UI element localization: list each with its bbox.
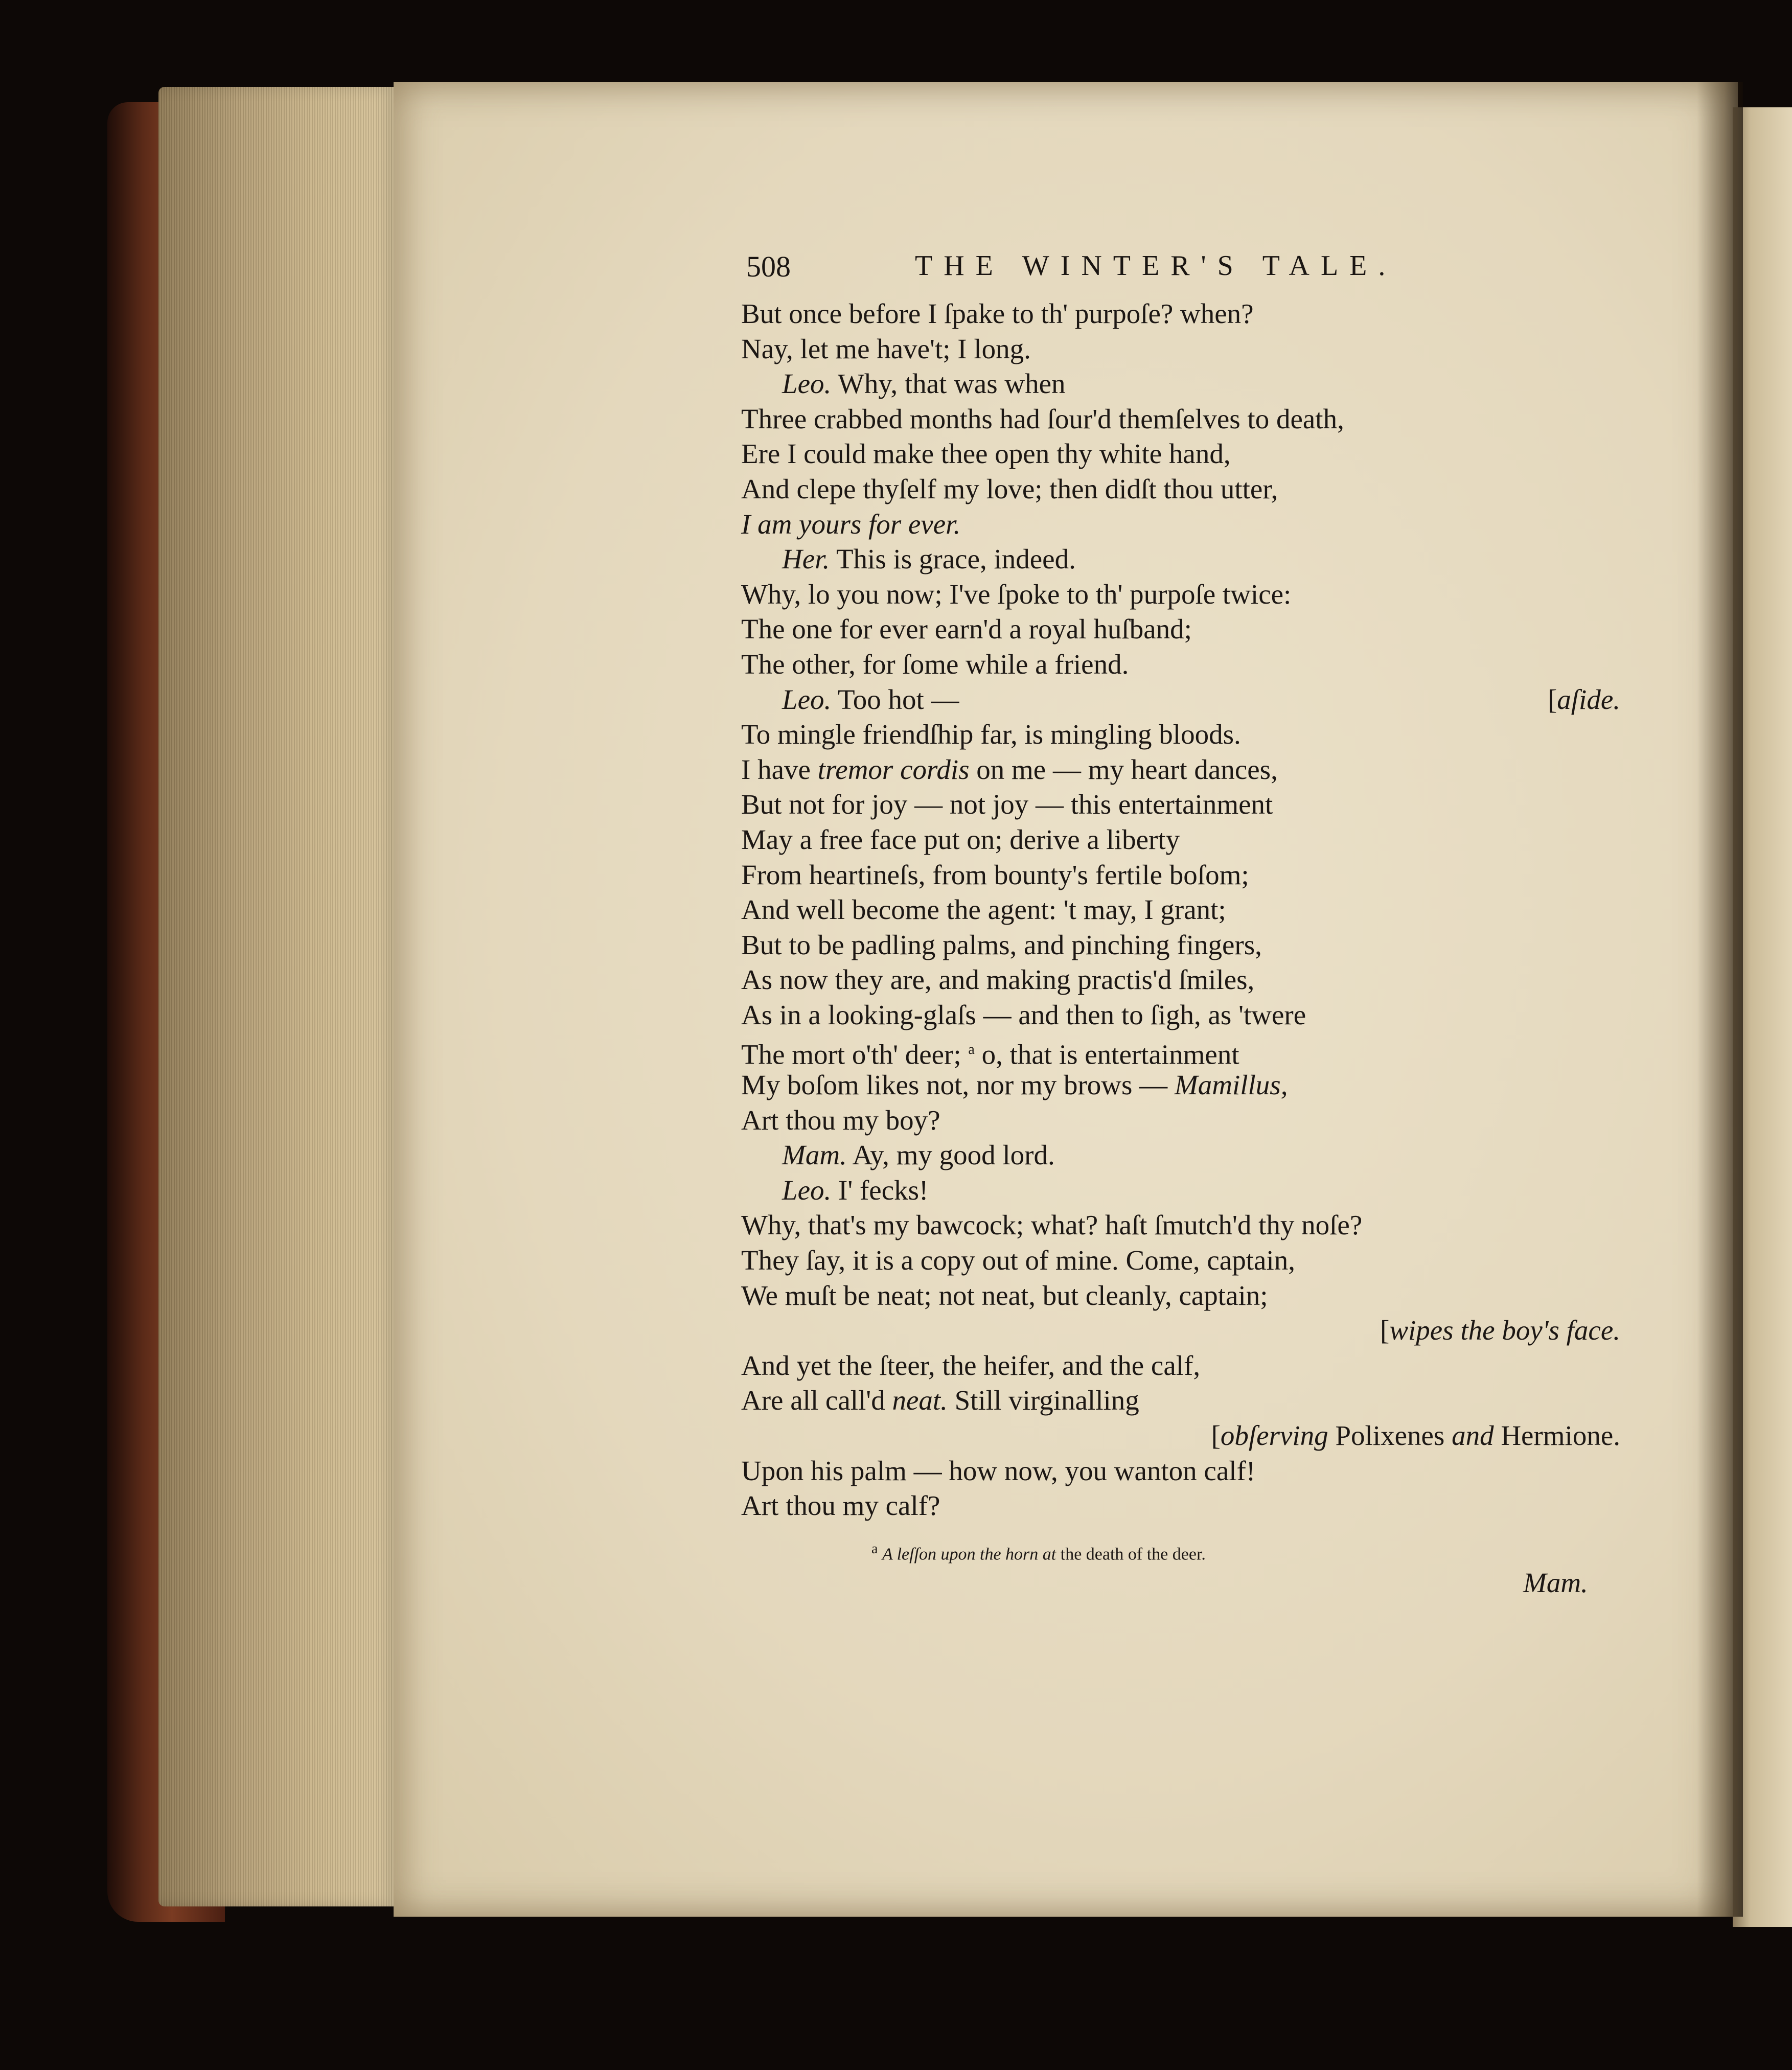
text-line: To mingle friendſhip far, is mingling bloods.: [741, 719, 1241, 750]
text-line: We muſt be neat; not neat, but cleanly, captain;: [741, 1279, 1268, 1311]
text-line: Art thou my calf?: [741, 1490, 940, 1522]
text-line: Are all call'd neat. Still virginalling: [741, 1385, 1139, 1416]
text-line: The one for ever earn'd a royal huſband;: [741, 613, 1192, 645]
text-line: But once before I ſpake to th' purpoſe? when?: [741, 298, 1254, 329]
text-line: And clepe thyſelf my love; then didſt thou utter,: [741, 473, 1278, 504]
speaker-label: Leo.: [782, 1174, 832, 1206]
text-line: Why, lo you now; I've ſpoke to th' purpoſe twice:: [741, 578, 1292, 610]
stage-direction-line: [obſerving Polixenes and Hermione.: [1211, 1420, 1620, 1451]
text-line: Ere I could make thee open thy white hand,: [741, 438, 1231, 470]
text-line: And well become the agent: 't may, I grant;: [741, 894, 1226, 926]
footnote: $^a$ A leſſon upon the horn at the death of the deer.: [871, 1541, 1206, 1564]
text-line: May a free face put on; derive a liberty: [741, 823, 1180, 855]
text-line: But not for joy — not joy — this entertainment: [741, 789, 1273, 820]
speaker-label: Her.: [782, 543, 830, 575]
text-line: Three crabbed months had ſour'd themſelves to death,: [741, 403, 1344, 434]
catchword: Mam.: [1523, 1567, 1588, 1598]
text-line: Art thou my boy?: [741, 1104, 940, 1136]
speech-line: Leo. Too hot — [aſide.: [741, 682, 1620, 718]
footnote-marker: a: [871, 1541, 878, 1557]
speech-line: Her. This is grace, indeed.: [782, 543, 1076, 575]
speaker-label: Leo.: [782, 368, 832, 400]
text-line: As now they are, and making practis'd ſmiles,: [741, 964, 1255, 996]
footnote-marker: a: [968, 1042, 975, 1058]
text-line: They ſay, it is a copy out of mine. Come, captain,: [741, 1245, 1295, 1276]
text-line: Upon his palm — how now, you wanton calf!: [741, 1455, 1256, 1486]
speaker-label: Mam.: [782, 1139, 847, 1171]
speech-line: Mam. Ay, my good lord.: [782, 1139, 1055, 1171]
stage-direction: [aſide.: [1547, 683, 1620, 715]
text-line: The other, for ſome while a friend.: [741, 648, 1129, 680]
speech-line: Leo. I' fecks!: [782, 1174, 929, 1206]
text-line: I have tremor cordis on me — my heart dances,: [741, 753, 1278, 785]
running-title: THE WINTER'S TALE.: [915, 250, 1397, 282]
text-line: From heartineſs, from bounty's fertile boſom;: [741, 859, 1249, 890]
text-line: Why, that's my bawcock; what? haſt ſmutch'd thy noſe?: [741, 1209, 1363, 1241]
text-line: I am yours for ever.: [741, 508, 961, 540]
page-number: 508: [746, 250, 791, 283]
speaker-label: Leo.: [782, 683, 832, 715]
speech-line: Leo. Why, that was when: [782, 368, 1066, 400]
text-line: The mort o'th' deer; $^a$ o, that is entertainment: [741, 1039, 1239, 1070]
text-line: Nay, let me have't; I long.: [741, 333, 1031, 364]
text-line: And yet the ſteer, the heifer, and the calf,: [741, 1349, 1201, 1381]
gutter-shadow: [1697, 82, 1743, 1917]
page-edges: [158, 87, 399, 1906]
stage-direction-line: [wipes the boy's face.: [1380, 1315, 1620, 1346]
play-text: [741, 296, 1620, 1524]
text-line: As in a looking-glaſs — and then to ſigh, as 'twere: [741, 999, 1306, 1030]
text-line: But to be padling palms, and pinching fingers,: [741, 929, 1262, 960]
text-line: My boſom likes not, nor my brows — Mamillus,: [741, 1069, 1288, 1101]
